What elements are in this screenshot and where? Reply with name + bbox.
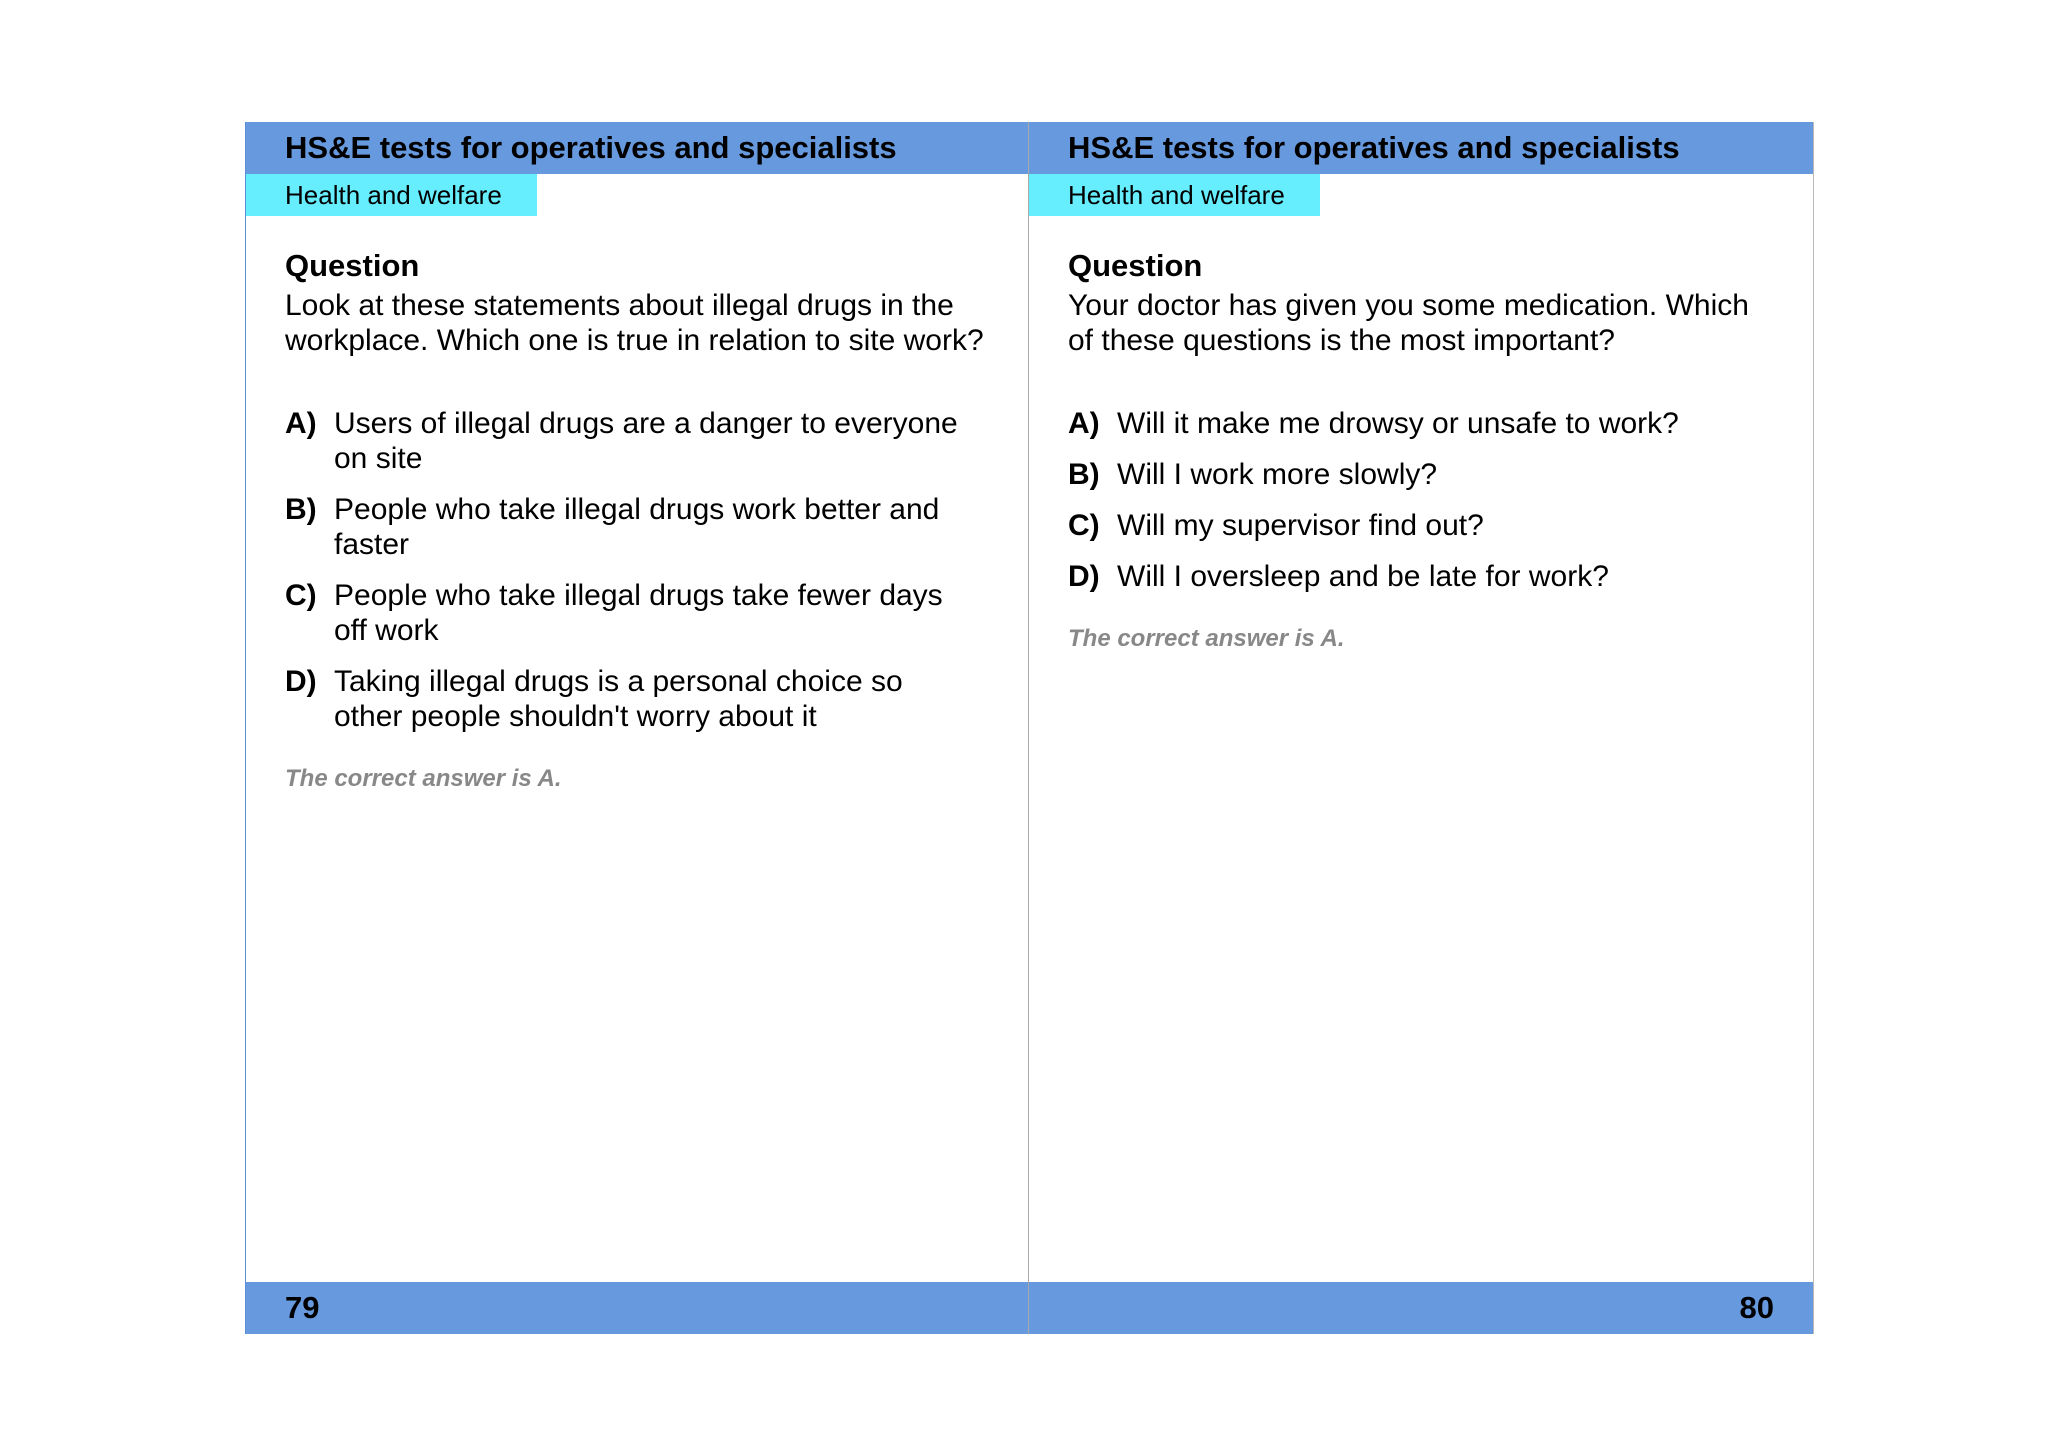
page-footer [246, 1282, 1028, 1334]
question-text: Look at these statements about illegal drugs in the workplace. Which one is true in relation to site work? [285, 289, 984, 357]
answer-options [285, 406, 965, 734]
page-right [1029, 122, 1814, 1334]
book-spread [245, 122, 1814, 1334]
option-text: Taking illegal drugs is a personal choice so other people shouldn't worry about it [334, 665, 903, 733]
option-b [285, 492, 965, 562]
option-d [285, 664, 965, 734]
answer-options [1068, 406, 1768, 594]
option-letter: A) [285, 407, 317, 440]
section-tab [1029, 174, 1320, 216]
option-letter: C) [285, 579, 317, 612]
section-tab [246, 174, 537, 216]
option-a [285, 406, 965, 476]
option-c [285, 578, 965, 648]
option-c [1068, 508, 1768, 543]
option-text: People who take illegal drugs take fewer days off work [334, 579, 943, 647]
page-header [1029, 122, 1813, 174]
option-letter: B) [1068, 458, 1100, 491]
option-letter: A) [1068, 407, 1100, 440]
option-d [1068, 559, 1768, 594]
option-letter: D) [1068, 560, 1100, 593]
question-text: Your doctor has given you some medication. Which of these questions is the most important? [1068, 289, 1749, 357]
question-heading: Question [285, 248, 420, 283]
page-number: 79 [285, 1290, 320, 1325]
question-heading: Question [1068, 248, 1203, 283]
page-number: 80 [1739, 1290, 1774, 1325]
option-b [1068, 457, 1768, 492]
correct-answer: The correct answer is A. [285, 765, 562, 792]
page-left [245, 122, 1029, 1334]
question-block [285, 248, 1005, 794]
correct-answer: The correct answer is A. [1068, 625, 1345, 652]
option-text: Will it make me drowsy or unsafe to work? [1117, 407, 1679, 440]
option-a [1068, 406, 1768, 441]
section-label: Health and welfare [1068, 180, 1285, 210]
header-title: HS&E tests for operatives and specialists [285, 130, 897, 165]
option-text: Users of illegal drugs are a danger to everyone on site [334, 407, 958, 475]
option-text: People who take illegal drugs work better and faster [334, 493, 940, 561]
section-label: Health and welfare [285, 180, 502, 210]
page-footer [1029, 1282, 1813, 1334]
page-header [246, 122, 1028, 174]
option-letter: C) [1068, 509, 1100, 542]
option-text: Will my supervisor find out? [1117, 509, 1484, 542]
header-title: HS&E tests for operatives and specialists [1068, 130, 1680, 165]
option-letter: B) [285, 493, 317, 526]
option-text: Will I work more slowly? [1117, 458, 1438, 491]
option-text: Will I oversleep and be late for work? [1117, 560, 1609, 593]
question-block [1068, 248, 1788, 654]
option-letter: D) [285, 665, 317, 698]
